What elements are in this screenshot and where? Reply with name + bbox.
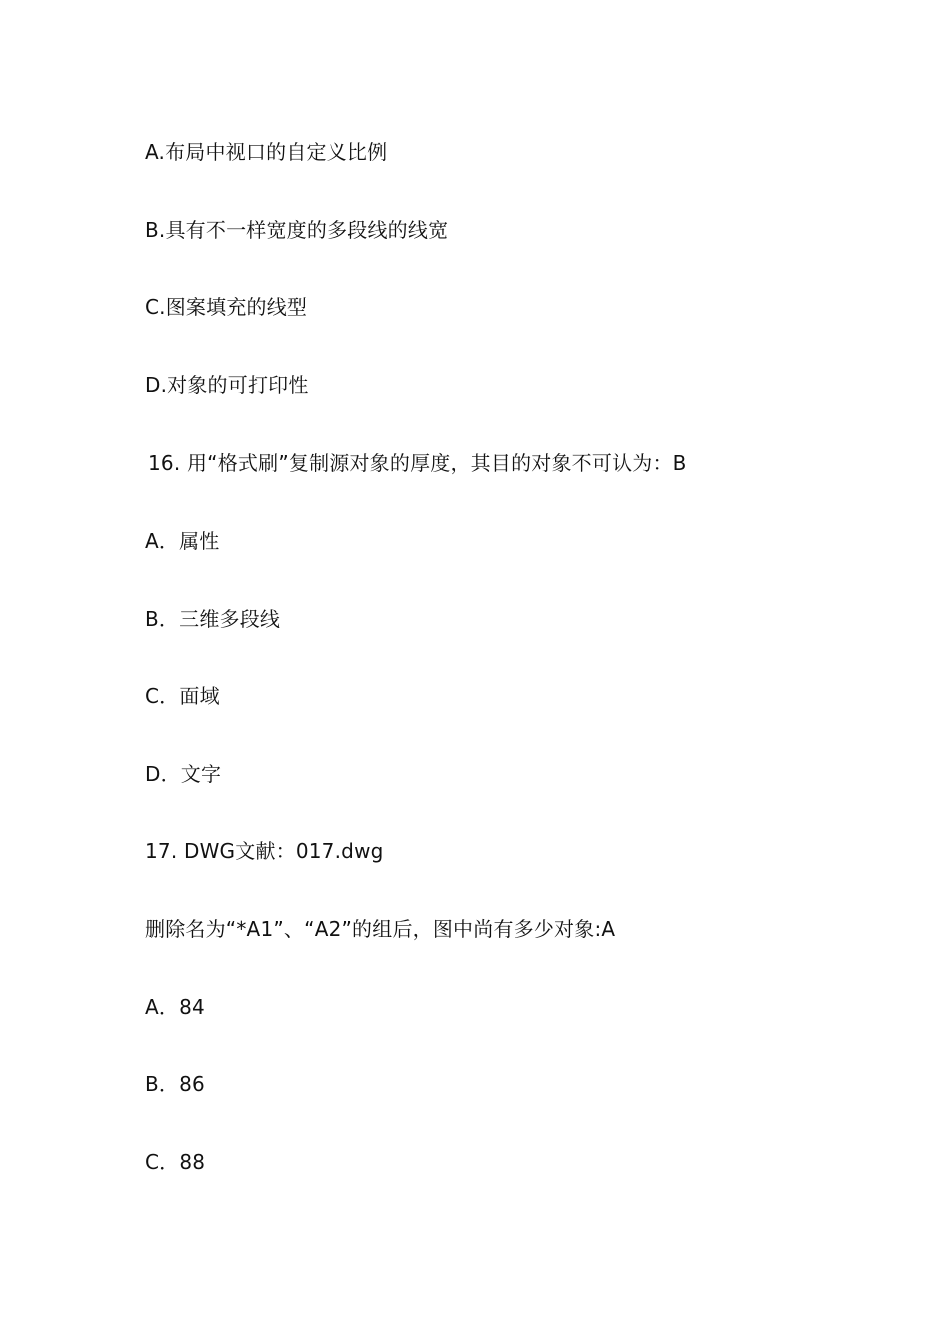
q16-option-a: A．属性 xyxy=(145,529,220,553)
option-b-line: B.具有不一样宽度的多段线的线宽 xyxy=(145,218,449,242)
question-16: 16. 用“格式刷”复制源对象的厚度，其目的对象不可认为：B xyxy=(148,451,687,475)
q17-option-a: A．84 xyxy=(145,995,205,1019)
option-c-line: C.图案填充的线型 xyxy=(145,295,308,319)
q16-option-b: B．三维多段线 xyxy=(145,607,281,631)
q17-option-c: C．88 xyxy=(145,1150,206,1174)
q16-option-d: D．文字 xyxy=(145,762,222,786)
question-17: 17. DWG文献：017.dwg xyxy=(145,839,384,863)
q17-option-b: B．86 xyxy=(145,1072,205,1096)
q16-option-c: C．面域 xyxy=(145,684,220,708)
option-a-line: A.布局中视口的自定义比例 xyxy=(145,140,388,164)
option-d-line: D.对象的可打印性 xyxy=(145,373,309,397)
question-17-text: 删除名为“*A1”、“A2”的组后，图中尚有多少对象:A xyxy=(145,917,616,941)
